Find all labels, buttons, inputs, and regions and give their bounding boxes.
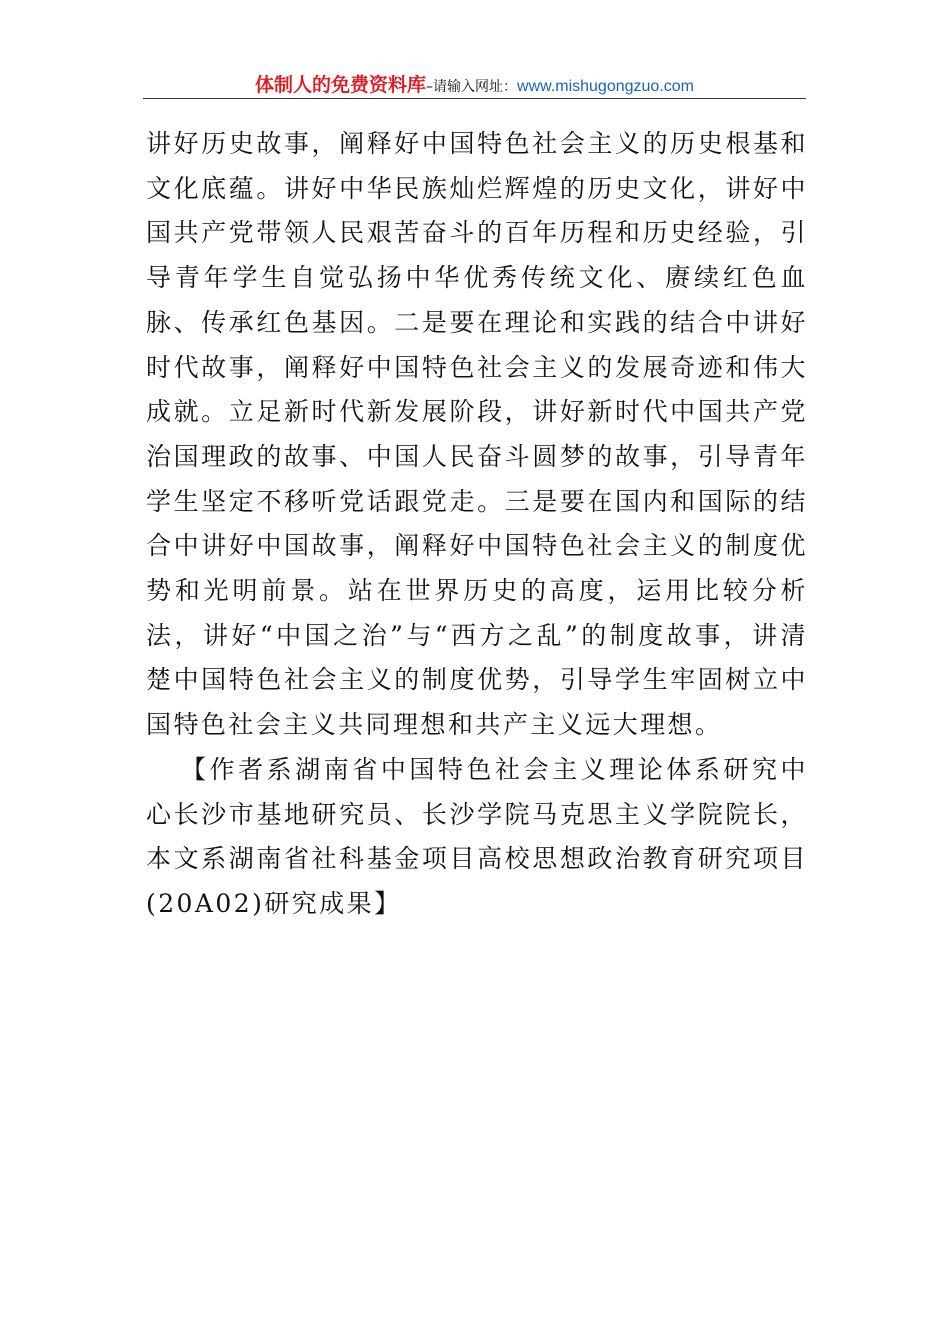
url-prompt: –请输入网址：	[426, 79, 518, 95]
document-body	[146, 122, 808, 927]
header-divider	[143, 98, 806, 99]
site-brand: 体制人的免费资料库	[255, 74, 427, 96]
site-url-link[interactable]: www.mishugongzuo.com	[517, 78, 694, 95]
body-paragraph: 讲好历史故事，阐释好中国特色社会主义的历史根基和文化底蕴。讲好中华民族灿烂辉煌的历史文化，讲好中国共产党带领人民艰苦奋斗的百年历程和历史经验，引导青年学生自觉弘扬中华优秀传统文化、赓续红色血脉、传承红色基因。二是要在理论和实践的结合中讲好时代故事，阐释好中国特色社会主义的发展奇迹和伟大成就。立足新时代新发展阶段，讲好新时代中国共产党治国理政的故事、中国人民奋斗圆梦的故事，引导青年学生坚定不移听党话跟党走。三是要在国内和国际的结合中讲好中国故事，阐释好中国特色社会主义的制度优势和光明前景。站在世界历史的高度，运用比较分析法，讲好“中国之治”与“西方之乱”的制度故事，讲清楚中国特色社会主义的制度优势，引导学生牢固树立中国特色社会主义共同理想和共产主义远大理想。	[146, 129, 808, 740]
author-note: 【作者系湖南省中国特色社会主义理论体系研究中心长沙市基地研究员、长沙学院马克思主义学院院长，本文系湖南省社科基金项目高校思想政治教育研究项目(20A02)研究成果】	[146, 754, 808, 918]
page-header	[143, 70, 806, 98]
